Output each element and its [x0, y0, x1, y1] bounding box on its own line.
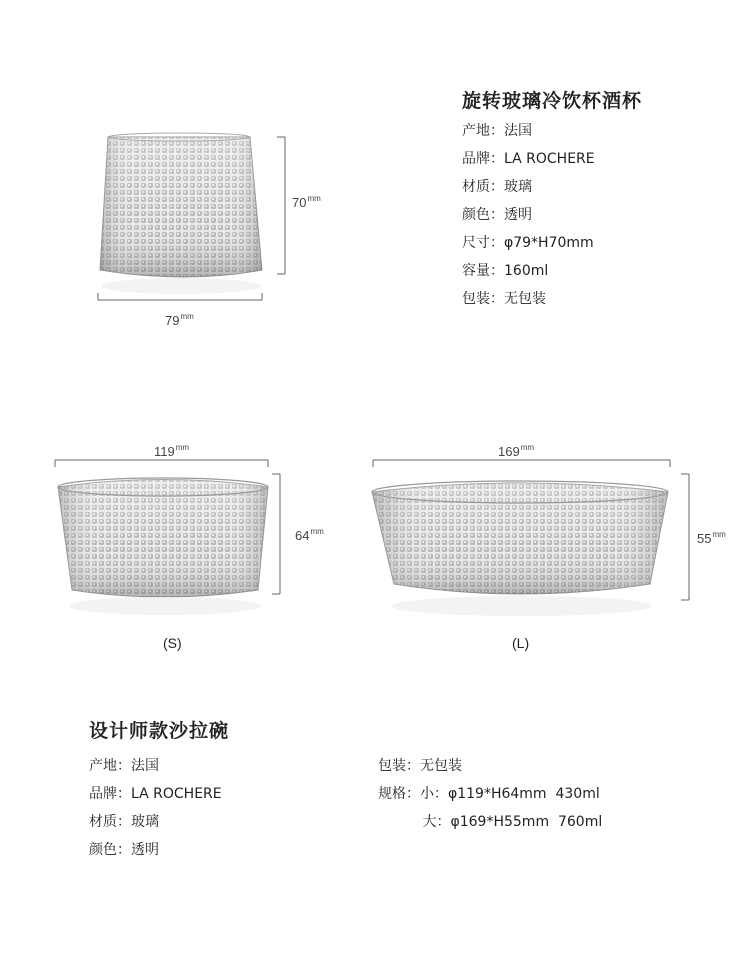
large-bowl-width-label	[498, 443, 534, 459]
small-bowl-width-unit: mm	[175, 443, 190, 452]
bowls-spec-size-large: 大：φ169*H55mm 760ml	[378, 814, 603, 830]
bowls-spec-brand: 品牌：LA ROCHERE	[89, 786, 222, 802]
small-bowl-height-label	[295, 527, 324, 543]
large-bowl-height-unit: mm	[712, 530, 726, 539]
cup-height-label	[292, 194, 321, 210]
cup-width-value: 79	[165, 313, 180, 328]
bowls-spec-color: 颜色：透明	[89, 842, 159, 858]
cup-width-label	[165, 312, 194, 328]
small-bowl-width-label	[154, 443, 189, 459]
large-bowl-caption: (L)	[512, 635, 530, 651]
bowls-spec-origin: 产地：法国	[89, 758, 159, 774]
cup-height-unit: mm	[307, 194, 321, 203]
small-bowl-caption: (S)	[163, 635, 182, 651]
bowls-spec-packaging: 包装：无包装	[378, 758, 462, 774]
cup-width-unit: mm	[180, 312, 194, 321]
cup-spec-brand: 品牌：LA ROCHERE	[462, 151, 595, 167]
cup-spec-size: 尺寸：φ79*H70mm	[462, 235, 594, 251]
large-bowl-height-label	[697, 530, 726, 546]
bowls-product-title: 设计师款沙拉碗	[89, 720, 230, 742]
cup-height-value: 70	[292, 195, 307, 210]
small-bowl-height-unit: mm	[310, 527, 324, 536]
cup-product-title: 旋转玻璃冷饮杯酒杯	[462, 90, 643, 112]
cup-spec-packaging: 包装：无包装	[462, 291, 546, 307]
cup-spec-material: 材质：玻璃	[462, 179, 532, 195]
large-bowl-width-value: 169	[498, 444, 520, 459]
small-bowl-height-value: 64	[295, 528, 310, 543]
cup-spec-capacity: 容量：160ml	[462, 263, 549, 279]
cup-spec-color: 颜色：透明	[462, 207, 532, 223]
bowls-spec-size-small: 规格：小：φ119*H64mm 430ml	[378, 786, 600, 802]
bowls-spec-material: 材质：玻璃	[89, 814, 159, 830]
cup-spec-origin: 产地：法国	[462, 123, 532, 139]
small-bowl-width-value: 119	[154, 444, 175, 459]
large-bowl-height-value: 55	[697, 531, 712, 546]
large-bowl-width-unit: mm	[520, 443, 535, 452]
